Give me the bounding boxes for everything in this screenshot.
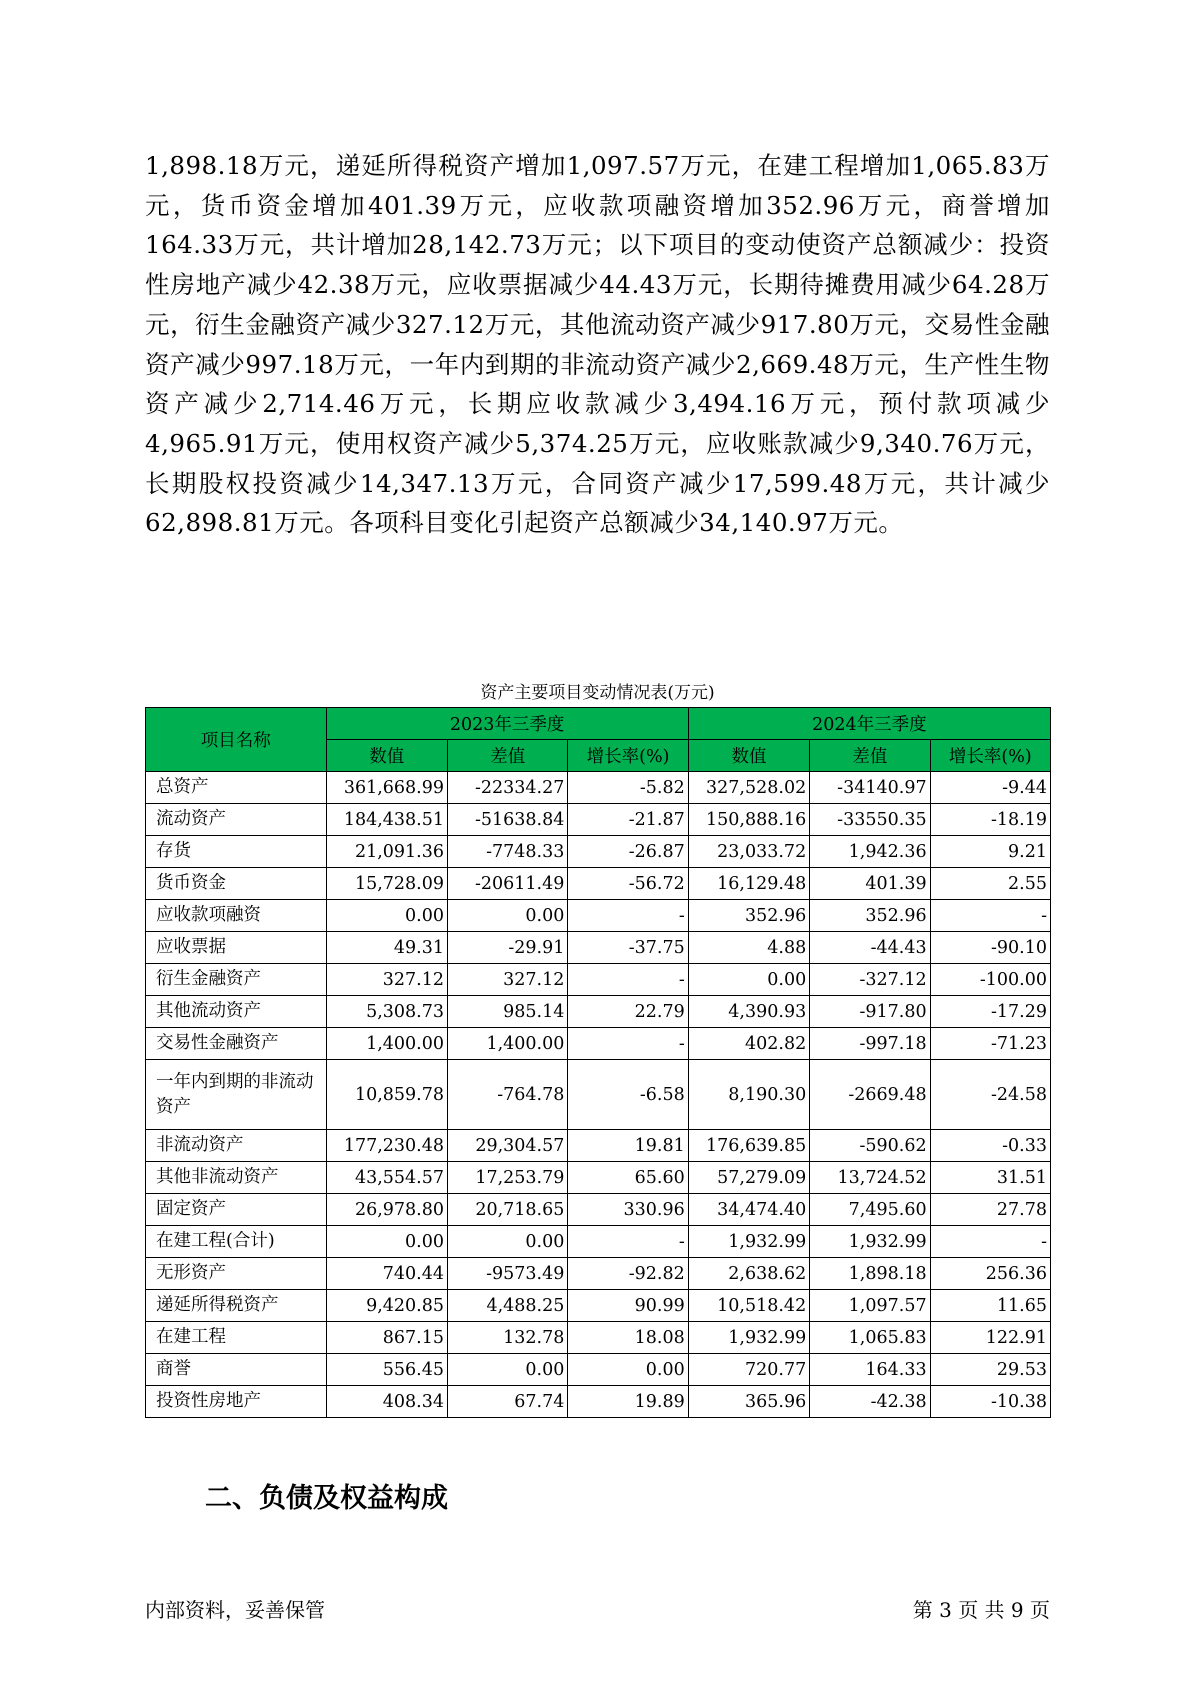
- growth-2023-cell: -6.58: [568, 1060, 688, 1130]
- section-heading: 二、负债及权益构成: [205, 1483, 448, 1514]
- growth-2023-cell: 18.08: [568, 1322, 688, 1354]
- value-2024-cell: 176,639.85: [688, 1130, 809, 1162]
- diff-2024-cell: -33550.35: [810, 804, 930, 836]
- growth-2023-cell: 65.60: [568, 1162, 688, 1194]
- value-2024-cell: 1,932.99: [688, 1226, 809, 1258]
- diff-2023-cell: -20611.49: [448, 868, 568, 900]
- diff-2023-cell: 20,718.65: [448, 1194, 568, 1226]
- growth-2024-cell: -17.29: [930, 996, 1050, 1028]
- asset-change-table: [145, 707, 1051, 1418]
- row-item-name: 投资性房地产: [146, 1386, 327, 1418]
- growth-2023-cell: -21.87: [568, 804, 688, 836]
- value-2023-cell: 43,554.57: [326, 1162, 447, 1194]
- growth-2024-cell: -: [930, 1226, 1050, 1258]
- value-2023-cell: 15,728.09: [326, 868, 447, 900]
- growth-2023-cell: 19.81: [568, 1130, 688, 1162]
- growth-2024-cell: 256.36: [930, 1258, 1050, 1290]
- value-2023-cell: 10,859.78: [326, 1060, 447, 1130]
- diff-2024-cell: -997.18: [810, 1028, 930, 1060]
- value-2024-cell: 150,888.16: [688, 804, 809, 836]
- table-body: [146, 772, 1051, 1418]
- diff-2024-cell: 1,097.57: [810, 1290, 930, 1322]
- table-row: [146, 1060, 1051, 1130]
- value-2023-cell: 177,230.48: [326, 1130, 447, 1162]
- diff-2023-cell: -764.78: [448, 1060, 568, 1130]
- header-item-name: 项目名称: [146, 708, 327, 772]
- growth-2024-cell: 2.55: [930, 868, 1050, 900]
- value-2023-cell: 867.15: [326, 1322, 447, 1354]
- growth-2024-cell: 122.91: [930, 1322, 1050, 1354]
- header-growth-2024: 增长率(%): [930, 740, 1050, 772]
- value-2023-cell: 21,091.36: [326, 836, 447, 868]
- row-item-name: 在建工程: [146, 1322, 327, 1354]
- value-2024-cell: 4.88: [688, 932, 809, 964]
- value-2023-cell: 0.00: [326, 1226, 447, 1258]
- diff-2024-cell: 1,065.83: [810, 1322, 930, 1354]
- table-row: [146, 1162, 1051, 1194]
- growth-2024-cell: -: [930, 900, 1050, 932]
- table-row: [146, 1194, 1051, 1226]
- value-2024-cell: 720.77: [688, 1354, 809, 1386]
- value-2023-cell: 9,420.85: [326, 1290, 447, 1322]
- diff-2023-cell: 17,253.79: [448, 1162, 568, 1194]
- growth-2023-cell: -: [568, 1226, 688, 1258]
- row-item-name: 流动资产: [146, 804, 327, 836]
- row-item-name: 交易性金融资产: [146, 1028, 327, 1060]
- table-row: [146, 1386, 1051, 1418]
- diff-2023-cell: 327.12: [448, 964, 568, 996]
- diff-2024-cell: -590.62: [810, 1130, 930, 1162]
- table-row: [146, 868, 1051, 900]
- header-diff-2023: 差值: [448, 740, 568, 772]
- diff-2023-cell: 985.14: [448, 996, 568, 1028]
- diff-2024-cell: -34140.97: [810, 772, 930, 804]
- row-item-name: 在建工程(合计): [146, 1226, 327, 1258]
- diff-2023-cell: -22334.27: [448, 772, 568, 804]
- table-row: [146, 1130, 1051, 1162]
- diff-2023-cell: -7748.33: [448, 836, 568, 868]
- row-item-name: 固定资产: [146, 1194, 327, 1226]
- diff-2023-cell: 67.74: [448, 1386, 568, 1418]
- header-value-2023: 数值: [326, 740, 447, 772]
- diff-2024-cell: -327.12: [810, 964, 930, 996]
- value-2023-cell: 1,400.00: [326, 1028, 447, 1060]
- growth-2023-cell: 0.00: [568, 1354, 688, 1386]
- diff-2024-cell: 164.33: [810, 1354, 930, 1386]
- row-item-name: 存货: [146, 836, 327, 868]
- value-2023-cell: 49.31: [326, 932, 447, 964]
- value-2024-cell: 10,518.42: [688, 1290, 809, 1322]
- value-2024-cell: 1,932.99: [688, 1322, 809, 1354]
- value-2024-cell: 4,390.93: [688, 996, 809, 1028]
- table-row: [146, 900, 1051, 932]
- row-item-name: 应收票据: [146, 932, 327, 964]
- growth-2023-cell: -: [568, 964, 688, 996]
- table-row: [146, 1226, 1051, 1258]
- diff-2024-cell: -2669.48: [810, 1060, 930, 1130]
- value-2023-cell: 327.12: [326, 964, 447, 996]
- value-2023-cell: 556.45: [326, 1354, 447, 1386]
- value-2023-cell: 0.00: [326, 900, 447, 932]
- table-row: [146, 836, 1051, 868]
- diff-2023-cell: -29.91: [448, 932, 568, 964]
- diff-2023-cell: 0.00: [448, 900, 568, 932]
- footer-confidential-note: 内部资料，妥善保管: [145, 1598, 325, 1622]
- value-2024-cell: 8,190.30: [688, 1060, 809, 1130]
- diff-2023-cell: -51638.84: [448, 804, 568, 836]
- row-item-name: 应收款项融资: [146, 900, 327, 932]
- table-caption: 资产主要项目变动情况表(万元): [480, 683, 715, 703]
- table-row: [146, 1354, 1051, 1386]
- diff-2024-cell: -42.38: [810, 1386, 930, 1418]
- growth-2024-cell: -18.19: [930, 804, 1050, 836]
- header-growth-2023: 增长率(%): [568, 740, 688, 772]
- row-item-name: 总资产: [146, 772, 327, 804]
- growth-2024-cell: 31.51: [930, 1162, 1050, 1194]
- value-2024-cell: 34,474.40: [688, 1194, 809, 1226]
- value-2024-cell: 402.82: [688, 1028, 809, 1060]
- table-row: [146, 772, 1051, 804]
- value-2024-cell: 352.96: [688, 900, 809, 932]
- value-2024-cell: 365.96: [688, 1386, 809, 1418]
- row-item-name: 货币资金: [146, 868, 327, 900]
- growth-2023-cell: -: [568, 1028, 688, 1060]
- growth-2024-cell: 11.65: [930, 1290, 1050, 1322]
- growth-2024-cell: 27.78: [930, 1194, 1050, 1226]
- row-item-name: 一年内到期的非流动资产: [146, 1060, 327, 1130]
- growth-2023-cell: -92.82: [568, 1258, 688, 1290]
- value-2023-cell: 361,668.99: [326, 772, 447, 804]
- growth-2024-cell: -100.00: [930, 964, 1050, 996]
- diff-2024-cell: 13,724.52: [810, 1162, 930, 1194]
- value-2023-cell: 5,308.73: [326, 996, 447, 1028]
- row-item-name: 衍生金融资产: [146, 964, 327, 996]
- value-2023-cell: 408.34: [326, 1386, 447, 1418]
- table-row: [146, 932, 1051, 964]
- growth-2024-cell: 9.21: [930, 836, 1050, 868]
- diff-2024-cell: -917.80: [810, 996, 930, 1028]
- table-row: [146, 964, 1051, 996]
- diff-2024-cell: 401.39: [810, 868, 930, 900]
- table-row: [146, 996, 1051, 1028]
- diff-2024-cell: 1,898.18: [810, 1258, 930, 1290]
- growth-2023-cell: -37.75: [568, 932, 688, 964]
- diff-2024-cell: 1,942.36: [810, 836, 930, 868]
- growth-2023-cell: 19.89: [568, 1386, 688, 1418]
- value-2023-cell: 26,978.80: [326, 1194, 447, 1226]
- row-item-name: 无形资产: [146, 1258, 327, 1290]
- diff-2024-cell: 352.96: [810, 900, 930, 932]
- diff-2024-cell: 7,495.60: [810, 1194, 930, 1226]
- row-item-name: 其他非流动资产: [146, 1162, 327, 1194]
- growth-2024-cell: -9.44: [930, 772, 1050, 804]
- diff-2023-cell: -9573.49: [448, 1258, 568, 1290]
- header-value-2024: 数值: [688, 740, 809, 772]
- value-2023-cell: 184,438.51: [326, 804, 447, 836]
- diff-2023-cell: 1,400.00: [448, 1028, 568, 1060]
- diff-2024-cell: -44.43: [810, 932, 930, 964]
- diff-2024-cell: 1,932.99: [810, 1226, 930, 1258]
- table-row: [146, 1258, 1051, 1290]
- growth-2024-cell: -90.10: [930, 932, 1050, 964]
- value-2024-cell: 327,528.02: [688, 772, 809, 804]
- growth-2023-cell: -56.72: [568, 868, 688, 900]
- diff-2023-cell: 0.00: [448, 1226, 568, 1258]
- body-paragraph: 1,898.18万元，递延所得税资产增加1,097.57万元，在建工程增加1,065.83万元，货币资金增加401.39万元，应收款项融资增加352.96万元，商誉增加164.33万元，共计增加28,142.73万元；以下项目的变动使资产总额减少：投资性房地产减少42.38万元，应收票据减少44.43万元，长期待摊费用减少64.28万元，衍生金融资产减少327.12万元，其他流动资产减少917.80万元，交易性金融资产减少997.18万元，一年内到期的非流动资产减少2,669.48万元，生产性生物资产减少2,714.46万元，长期应收款减少3,494.16万元，预付款项减少4,965.91万元，使用权资产减少5,374.25万元，应收账款减少9,340.76万元，长期股权投资减少14,347.13万元，合同资产减少17,599.48万元，共计减少62,898.81万元。各项科目变化引起资产总额减少34,140.97万元。: [145, 151, 1050, 538]
- growth-2024-cell: -0.33: [930, 1130, 1050, 1162]
- growth-2024-cell: -24.58: [930, 1060, 1050, 1130]
- diff-2023-cell: 0.00: [448, 1354, 568, 1386]
- value-2024-cell: 16,129.48: [688, 868, 809, 900]
- row-item-name: 商誉: [146, 1354, 327, 1386]
- header-period-2024: 2024年三季度: [688, 708, 1050, 740]
- footer-page-number: 第 3 页 共 9 页: [912, 1598, 1050, 1622]
- value-2024-cell: 23,033.72: [688, 836, 809, 868]
- table-row: [146, 1290, 1051, 1322]
- table-row: [146, 804, 1051, 836]
- growth-2023-cell: 22.79: [568, 996, 688, 1028]
- diff-2023-cell: 132.78: [448, 1322, 568, 1354]
- growth-2023-cell: -26.87: [568, 836, 688, 868]
- row-item-name: 递延所得税资产: [146, 1290, 327, 1322]
- table-row: [146, 1028, 1051, 1060]
- growth-2023-cell: -5.82: [568, 772, 688, 804]
- growth-2023-cell: 330.96: [568, 1194, 688, 1226]
- growth-2024-cell: 29.53: [930, 1354, 1050, 1386]
- header-period-2023: 2023年三季度: [326, 708, 688, 740]
- growth-2024-cell: -71.23: [930, 1028, 1050, 1060]
- value-2024-cell: 2,638.62: [688, 1258, 809, 1290]
- growth-2023-cell: -: [568, 900, 688, 932]
- row-item-name: 非流动资产: [146, 1130, 327, 1162]
- header-diff-2024: 差值: [810, 740, 930, 772]
- diff-2023-cell: 29,304.57: [448, 1130, 568, 1162]
- value-2024-cell: 0.00: [688, 964, 809, 996]
- growth-2024-cell: -10.38: [930, 1386, 1050, 1418]
- growth-2023-cell: 90.99: [568, 1290, 688, 1322]
- row-item-name: 其他流动资产: [146, 996, 327, 1028]
- table-row: [146, 1322, 1051, 1354]
- value-2023-cell: 740.44: [326, 1258, 447, 1290]
- diff-2023-cell: 4,488.25: [448, 1290, 568, 1322]
- value-2024-cell: 57,279.09: [688, 1162, 809, 1194]
